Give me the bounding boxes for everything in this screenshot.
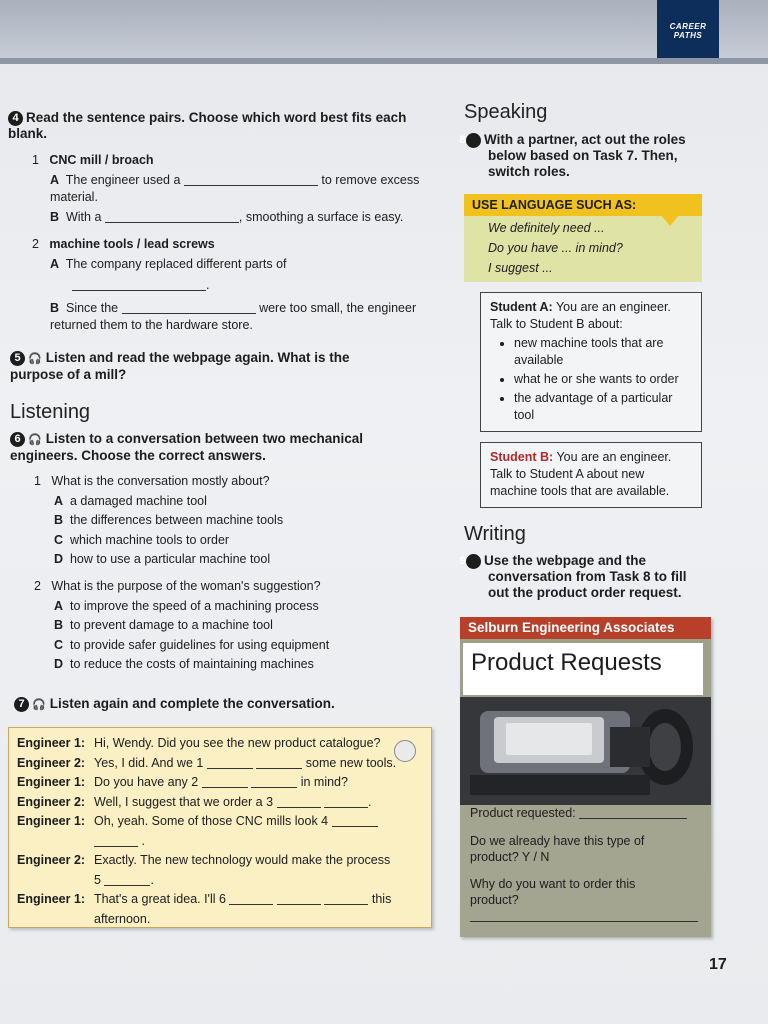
word-pair: CNC mill / broach <box>49 153 154 167</box>
grinder-illustration <box>460 697 711 805</box>
useful-language-box <box>464 194 702 282</box>
conversation-line: Engineer 2: Exactly. The new technology would make the process 5 . <box>17 853 391 887</box>
career-paths-badge <box>657 0 719 58</box>
conversation-line: Engineer 2: Well, I suggest that we order a 3 . <box>17 794 372 809</box>
option-c[interactable]: C which machine tools to order <box>54 532 230 547</box>
conversation-card <box>8 727 432 928</box>
ex6-question-1: 1 What is the conversation mostly about? A a damaged machine tool B the differences between machine tools C which machine tools to order D how to use a particular machine tool <box>34 472 414 570</box>
top-divider <box>0 58 768 64</box>
answer-blank[interactable] <box>332 814 378 827</box>
ex6-question-2: 2 What is the purpose of the woman's suggestion? A to improve the speed of a machining process B to prevent damage to a machine tool C to provide safer guidelines for using equipment D to reduce the costs of maintaining machines <box>34 577 424 675</box>
option-c[interactable]: C to provide safer guidelines for using equipment <box>54 637 330 652</box>
headphones-icon: 🎧 <box>32 699 46 711</box>
answer-blank[interactable] <box>202 775 248 788</box>
option-a[interactable]: A a damaged machine tool <box>54 493 207 508</box>
answer-blank[interactable] <box>122 301 256 314</box>
field-reason[interactable]: Why do you want to order this product? <box>470 877 636 907</box>
ex4-item-2: 2 machine tools / lead screws A The company replaced different parts of . B Since the were too small, the engineer returned them to the hardware store. <box>32 237 417 332</box>
product-request-form <box>460 617 711 937</box>
conversation-line: Engineer 2: Yes, I did. And we 1 some new tools. <box>17 755 397 770</box>
headphones-icon: 🎧 <box>28 353 42 365</box>
ex6-instruction: 6 🎧 Listen to a conversation between two mechanical engineers. Choose the correct answers. <box>10 431 364 463</box>
form-title: Product Requests <box>463 643 703 695</box>
writing-heading: Writing <box>464 523 526 545</box>
ex5-instruction: 5 🎧 Listen and read the webpage again. What is the purpose of a mill? <box>10 350 350 382</box>
word-pair: machine tools / lead screws <box>49 237 215 251</box>
bullet-item: • what he or she wants to order <box>514 371 692 388</box>
role-label: Student B: <box>490 450 554 464</box>
option-d[interactable]: D to reduce the costs of maintaining machines <box>54 657 314 671</box>
bullet-item: • new machine tools that are available <box>514 335 692 369</box>
option-d[interactable]: D how to use a particular machine tool <box>54 552 271 566</box>
form-fields <box>460 805 711 937</box>
answer-blank[interactable] <box>256 756 302 769</box>
field-already-have[interactable]: Do we already have this type of product? Y / N <box>470 834 645 864</box>
tag-hole <box>394 740 416 762</box>
phrase-item: We definitely need ... <box>488 221 605 235</box>
machine-tool-image <box>460 697 711 805</box>
answer-blank[interactable] <box>72 278 206 291</box>
bullet-item: • the advantage of a particular tool <box>514 390 692 424</box>
ex7-instruction: 7 🎧 Listen again and complete the conversation. <box>14 696 414 713</box>
conversation-line: Engineer 1: Do you have any 2 in mind? <box>17 775 348 789</box>
ex4-instruction: 4 Read the sentence pairs. Choose which word best fits each blank. <box>8 110 407 141</box>
top-banner <box>0 0 768 62</box>
answer-blank[interactable] <box>207 756 253 769</box>
answer-blank[interactable] <box>184 173 318 186</box>
ex4-item-1: 1 CNC mill / broach A The engineer used a to remove excess material. B With a , smoothing a surface is easy. <box>32 153 420 224</box>
phrase-item: I suggest ... <box>488 261 553 275</box>
badge-text: CAREER PATHS <box>669 22 707 40</box>
role-card-a: Student A: You are an engineer. Talk to Student B about: • new machine tools that are available • what he or she wants to order • the advantage of a particular tool <box>480 292 702 432</box>
conversation-line: Engineer 1: That's a great idea. I'll 6 this afternoon. <box>17 892 392 926</box>
answer-blank[interactable] <box>229 892 273 905</box>
answer-blank[interactable] <box>251 775 297 788</box>
ex8-instruction: 8 With a partner, act out the roles below based on Task 7. Then, switch roles. <box>459 132 686 179</box>
ex9-instruction: 9 Use the webpage and the conversation from Task 8 to fill out the product order request. <box>459 553 687 600</box>
phrase-item: Do you have ... in mind? <box>488 241 623 255</box>
ex4-number: 4 <box>8 111 23 126</box>
listening-heading: Listening <box>10 401 91 423</box>
answer-blank[interactable] <box>104 873 150 886</box>
role-card-b: Student B: You are an engineer. Talk to Student A about new machine tools that are available. <box>480 442 702 508</box>
company-name: Selburn Engineering Associates <box>460 617 711 639</box>
field-product-requested[interactable]: Product requested: <box>470 805 700 821</box>
answer-blank[interactable] <box>324 795 368 808</box>
option-b[interactable]: B to prevent damage to a machine tool <box>54 618 273 632</box>
conversation-line: Engineer 1: Hi, Wendy. Did you see the new product catalogue? <box>17 736 381 750</box>
speaking-heading: Speaking <box>464 101 548 123</box>
answer-blank[interactable] <box>277 892 321 905</box>
conversation-line: Engineer 1: Oh, yeah. Some of those CNC mills look 4 . <box>17 812 423 851</box>
answer-blank[interactable] <box>324 892 368 905</box>
useful-language-header: USE LANGUAGE SUCH AS: <box>464 194 702 216</box>
reason-line <box>470 921 698 922</box>
role-label: Student A: <box>490 300 553 314</box>
option-b[interactable]: B the differences between machine tools <box>54 513 284 527</box>
option-a[interactable]: A to improve the speed of a machining process <box>54 598 319 613</box>
headphones-icon: 🎧 <box>28 434 42 446</box>
answer-blank[interactable] <box>94 834 138 847</box>
callout-arrow <box>660 214 680 226</box>
answer-blank[interactable] <box>277 795 321 808</box>
page-number: 17 <box>709 956 727 973</box>
answer-blank[interactable] <box>105 210 239 223</box>
